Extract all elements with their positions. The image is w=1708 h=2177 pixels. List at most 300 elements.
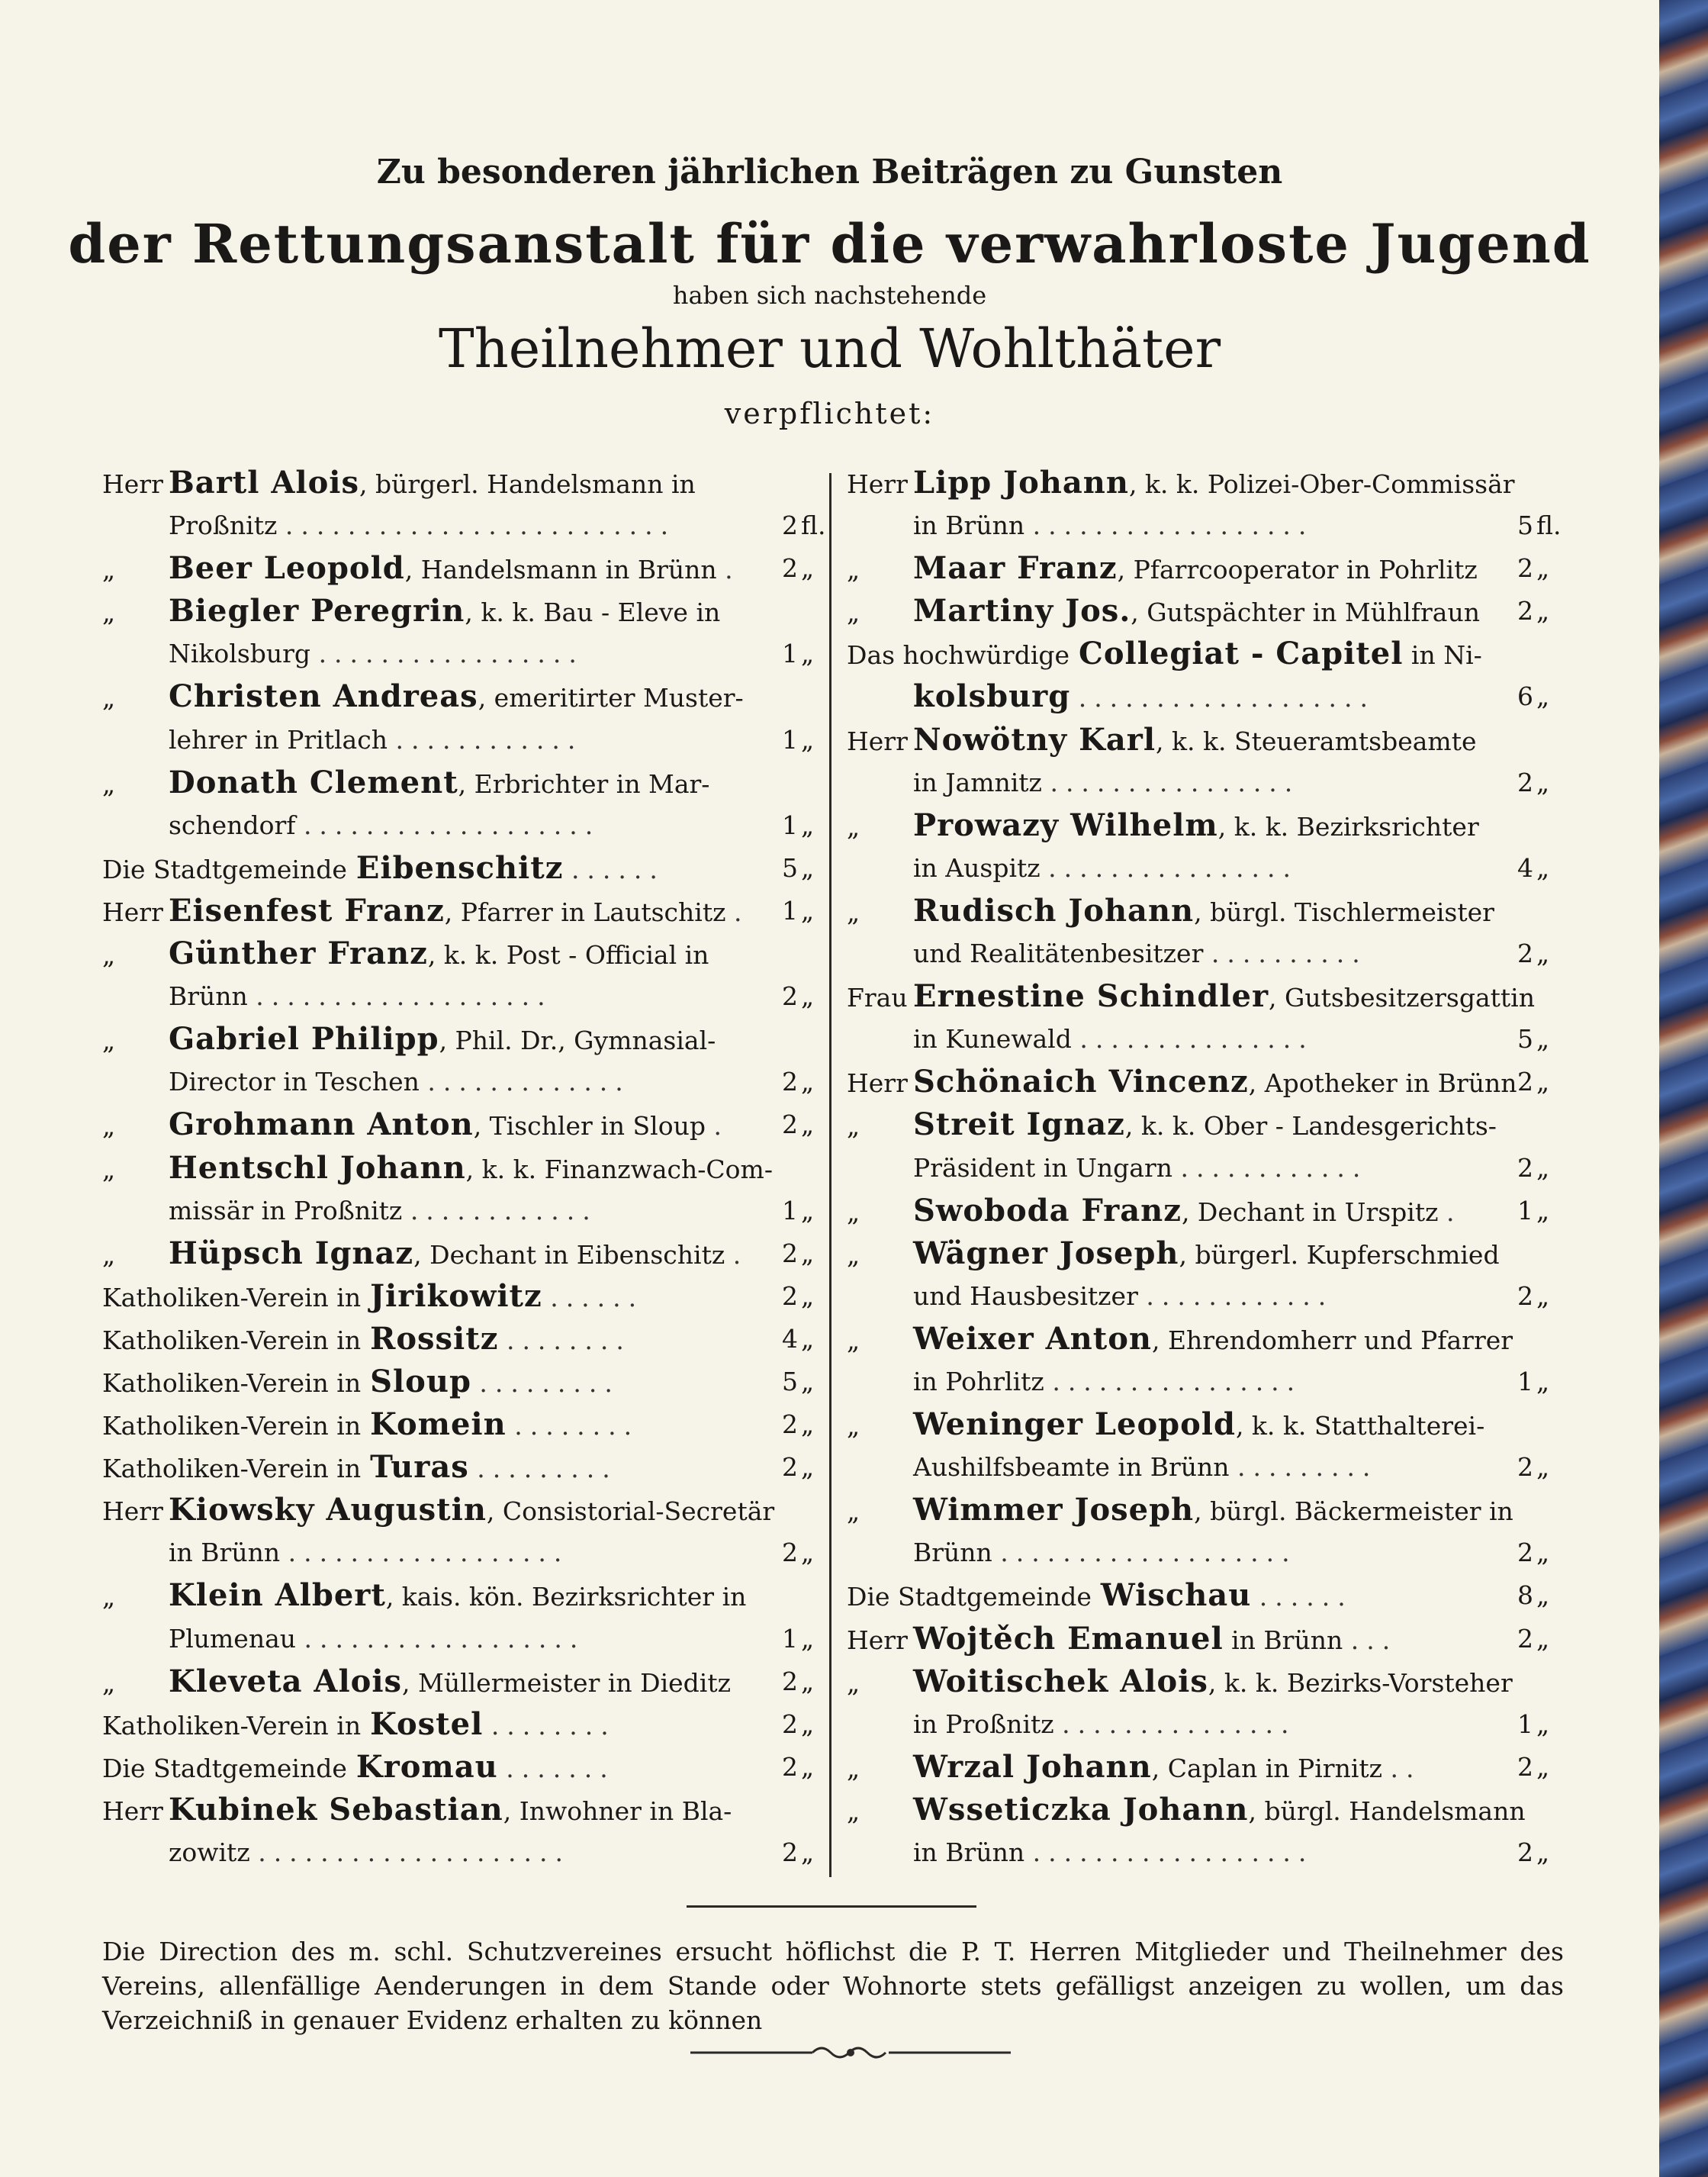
list-line bbox=[847, 1061, 1564, 1103]
donor-name: Wischau bbox=[1100, 1577, 1252, 1614]
amount-unit: „ bbox=[1536, 1366, 1550, 1396]
dot-leader: ................... bbox=[303, 810, 601, 840]
entry-prefix: „ bbox=[102, 1667, 116, 1698]
entry-prefix: „ bbox=[847, 1411, 860, 1441]
donor-description: , bürgerl. Handelsmann in bbox=[359, 469, 696, 499]
amount-value: 2 bbox=[1517, 1152, 1533, 1183]
donor-name: Wrzal Johann bbox=[913, 1748, 1152, 1785]
amount-unit: „ bbox=[801, 1280, 815, 1311]
donor-description: , k. k. Post - Official in bbox=[427, 940, 709, 971]
list-line bbox=[847, 1831, 1564, 1874]
entry-prefix: „ bbox=[847, 811, 860, 842]
list-line bbox=[102, 890, 828, 932]
donor-description: , k. k. Finanzwach-Com- bbox=[465, 1154, 773, 1184]
amount-value: 2 bbox=[782, 510, 798, 541]
list-line bbox=[847, 804, 1564, 847]
donor-name: Kromau bbox=[355, 1748, 498, 1785]
donor-description: , k. k. Bau - Eleve in bbox=[465, 597, 721, 628]
entry-prefix: Herr bbox=[847, 1625, 908, 1655]
donor-description: , k. k. Statthalterei- bbox=[1235, 1411, 1485, 1441]
donor-description: , Tischler in Sloup bbox=[473, 1111, 706, 1142]
list-line bbox=[847, 1446, 1564, 1489]
entry-prefix: „ bbox=[847, 1795, 860, 1826]
donor-description: , Dechant in Eibenschitz bbox=[413, 1239, 725, 1270]
list-line bbox=[102, 1275, 828, 1318]
donor-description: Brünn bbox=[913, 1538, 992, 1568]
donor-description: , k. k. Ober - Landesgerichts- bbox=[1124, 1111, 1497, 1142]
dot-leader: .................. bbox=[288, 1538, 570, 1568]
donor-description: in Auspitz bbox=[913, 852, 1041, 883]
dot-leader: . bbox=[734, 897, 750, 927]
donor-name: Rudisch Johann bbox=[913, 892, 1195, 929]
dot-leader: ............ bbox=[1180, 1152, 1369, 1183]
amount-unit: „ bbox=[801, 1366, 815, 1396]
amount-unit: „ bbox=[801, 1666, 815, 1696]
list-line bbox=[847, 1232, 1564, 1275]
entry-prefix: „ bbox=[102, 1111, 116, 1142]
entry-prefix: Katholiken-Verein in bbox=[102, 1325, 362, 1355]
donor-name: Weninger Leopold bbox=[913, 1406, 1236, 1443]
dot-leader: ................ bbox=[1048, 852, 1298, 883]
entry-prefix: „ bbox=[847, 1196, 860, 1227]
donor-name: Ernestine Schindler bbox=[913, 978, 1269, 1015]
list-line bbox=[102, 547, 828, 590]
amount-value: 2 bbox=[1517, 1452, 1533, 1483]
entry-prefix: „ bbox=[102, 768, 116, 799]
amount-unit: „ bbox=[1536, 1195, 1550, 1225]
amount-unit: „ bbox=[1536, 1837, 1550, 1867]
dot-leader: ................ bbox=[1050, 767, 1301, 797]
donor-description: , bürgerl. Kupferschmied bbox=[1179, 1239, 1500, 1270]
donor-name: kolsburg bbox=[913, 678, 1071, 715]
heading-subtitle: Theilnehmer und Wohlthäter bbox=[438, 317, 1221, 380]
entry-prefix: „ bbox=[847, 897, 860, 927]
donor-description: , emeritirter Muster- bbox=[478, 683, 744, 713]
donor-name: Christen Andreas bbox=[169, 678, 478, 715]
dot-leader: .................. bbox=[1032, 510, 1314, 541]
donor-description: Brünn bbox=[169, 981, 248, 1012]
donor-description: , Dechant in Urspitz bbox=[1181, 1196, 1439, 1227]
footer-notice: Die Direction des m. schl. Schutzvereines ersucht höflichst die P. T. Herren Mitglieder und Theilnehmer des Vereins, allenfällige Aenderungen in dem Stande oder Wohnorte stets gefälligst anzeigen zu wollen, um das Verzeichniß in genauer Evidenz erhalten zu können bbox=[102, 1937, 1564, 2035]
amount-unit: „ bbox=[1536, 1280, 1550, 1311]
list-line bbox=[102, 1746, 828, 1789]
marbled-page-edge bbox=[1659, 0, 1708, 2177]
entry-prefix: „ bbox=[102, 683, 116, 713]
donor-description: , Handelsmann in Brünn bbox=[404, 555, 717, 585]
amount-unit: „ bbox=[801, 1623, 815, 1654]
dot-leader: ...... bbox=[550, 1282, 645, 1312]
donor-description: , bürgl. Tischlermeister bbox=[1194, 897, 1494, 927]
list-line bbox=[102, 1660, 828, 1703]
donor-description: , k. k. Steueramtsbeamte bbox=[1156, 726, 1477, 756]
dot-leader: . bbox=[713, 1111, 729, 1142]
dot-leader: ............. bbox=[427, 1067, 631, 1097]
amount-value: 2 bbox=[782, 1452, 798, 1483]
entry-prefix: „ bbox=[847, 555, 860, 585]
entry-prefix: Katholiken-Verein in bbox=[102, 1710, 362, 1741]
amount-unit: fl. bbox=[801, 510, 826, 541]
list-line bbox=[847, 847, 1564, 890]
list-line bbox=[847, 1531, 1564, 1574]
amount-unit: „ bbox=[1536, 1152, 1550, 1183]
entry-prefix: „ bbox=[102, 1026, 116, 1056]
donor-name: Schönaich Vincenz bbox=[913, 1064, 1249, 1100]
list-line bbox=[102, 1789, 828, 1831]
dot-leader: ........ bbox=[506, 1325, 632, 1355]
donor-description: , Consistorial-Secretär bbox=[486, 1496, 775, 1527]
donor-name: Sloup bbox=[370, 1363, 471, 1399]
donor-name: Biegler Peregrin bbox=[169, 593, 465, 630]
amount-value: 2 bbox=[782, 1837, 798, 1867]
list-line bbox=[102, 1618, 828, 1660]
entry-prefix: „ bbox=[102, 1239, 116, 1270]
amount-value: 2 bbox=[1517, 1067, 1533, 1097]
donor-name: Hüpsch Ignaz bbox=[169, 1235, 414, 1271]
dot-leader: .................. bbox=[304, 1623, 586, 1654]
list-line bbox=[847, 1318, 1564, 1361]
list-line bbox=[847, 547, 1564, 590]
amount-unit: „ bbox=[801, 1837, 815, 1867]
donor-description: in Ni- bbox=[1403, 640, 1482, 671]
donor-name: Kubinek Sebastian bbox=[169, 1791, 503, 1828]
amount-unit: „ bbox=[801, 981, 815, 1012]
list-line bbox=[847, 590, 1564, 633]
list-line bbox=[102, 932, 828, 975]
list-line bbox=[102, 1574, 828, 1617]
amount-value: 2 bbox=[782, 1280, 798, 1311]
amount-value: 2 bbox=[782, 1538, 798, 1568]
donor-name: Günther Franz bbox=[169, 936, 428, 972]
amount-value: 2 bbox=[782, 1238, 798, 1268]
donor-name: Kostel bbox=[370, 1705, 484, 1742]
amount-unit: „ bbox=[801, 639, 815, 669]
donor-name: Grohmann Anton bbox=[169, 1106, 474, 1143]
dot-leader: ......... bbox=[1237, 1452, 1378, 1483]
donor-name: Swoboda Franz bbox=[913, 1192, 1182, 1229]
entry-prefix: Katholiken-Verein in bbox=[102, 1454, 362, 1484]
donor-description: , Ehrendomherr und Pfarrer bbox=[1151, 1325, 1513, 1355]
donor-description: , kais. kön. Bezirksrichter in bbox=[385, 1582, 747, 1612]
amount-value: 2 bbox=[1517, 1538, 1533, 1568]
donor-name: Lipp Johann bbox=[913, 465, 1129, 501]
amount-value: 1 bbox=[782, 639, 798, 669]
donor-description: in Brünn bbox=[913, 510, 1025, 541]
entry-prefix: „ bbox=[847, 1239, 860, 1270]
list-line bbox=[847, 1489, 1564, 1531]
amount-value: 2 bbox=[1517, 1837, 1533, 1867]
amount-value: 2 bbox=[1517, 553, 1533, 584]
amount-value: 1 bbox=[782, 895, 798, 926]
entry-prefix: Herr bbox=[847, 726, 908, 756]
dot-leader: ... bbox=[1350, 1625, 1398, 1655]
dot-leader: . bbox=[725, 555, 741, 585]
dot-leader: ............... bbox=[1062, 1708, 1297, 1739]
amount-value: 2 bbox=[782, 1666, 798, 1696]
amount-value: 2 bbox=[1517, 1280, 1533, 1311]
entry-prefix: Herr bbox=[102, 469, 163, 499]
amount-unit: „ bbox=[1536, 767, 1550, 797]
dot-leader: ....... bbox=[506, 1753, 616, 1783]
list-line bbox=[102, 504, 828, 547]
list-line bbox=[102, 1318, 828, 1361]
list-line bbox=[102, 975, 828, 1018]
donor-description: , k. k. Polizei-Ober-Commissär bbox=[1128, 469, 1515, 499]
entry-prefix: „ bbox=[847, 1325, 860, 1355]
dot-leader: .................. bbox=[1032, 1837, 1314, 1867]
donor-name: Hentschl Johann bbox=[169, 1149, 466, 1186]
amount-unit: „ bbox=[1536, 1708, 1550, 1739]
list-line bbox=[102, 1489, 828, 1531]
list-line bbox=[102, 590, 828, 633]
donor-description: , Pfarrer in Lautschitz bbox=[444, 897, 726, 927]
entry-prefix: Das hochwürdige bbox=[847, 640, 1070, 671]
donor-name: Kiowsky Augustin bbox=[169, 1492, 487, 1528]
list-line bbox=[102, 1103, 828, 1146]
amount-value: 1 bbox=[1517, 1366, 1533, 1396]
donor-name: Weixer Anton bbox=[913, 1320, 1152, 1357]
amount-unit: „ bbox=[1536, 1751, 1550, 1782]
list-line bbox=[102, 1018, 828, 1061]
list-line bbox=[102, 847, 828, 890]
amount-unit: „ bbox=[801, 1751, 815, 1782]
dot-leader: ........ bbox=[491, 1710, 616, 1741]
list-line bbox=[102, 804, 828, 847]
amount-value: 2 bbox=[782, 1751, 798, 1782]
entry-prefix: „ bbox=[847, 1496, 860, 1527]
amount-value: 1 bbox=[1517, 1195, 1533, 1225]
list-line bbox=[102, 675, 828, 718]
entry-prefix: „ bbox=[847, 1111, 860, 1142]
donor-name: Turas bbox=[370, 1449, 469, 1486]
donor-name: Jirikowitz bbox=[370, 1277, 542, 1314]
donor-description: in Kunewald bbox=[913, 1024, 1072, 1055]
list-line bbox=[847, 675, 1564, 718]
dot-leader: .......... bbox=[1211, 939, 1368, 969]
amount-unit: „ bbox=[801, 1067, 815, 1097]
list-line bbox=[847, 1660, 1564, 1703]
entry-prefix: Die Stadtgemeinde bbox=[102, 854, 347, 884]
entry-prefix: Katholiken-Verein in bbox=[102, 1367, 362, 1398]
list-line bbox=[847, 975, 1564, 1018]
list-line bbox=[847, 633, 1564, 675]
donor-description: in Brünn bbox=[913, 1837, 1025, 1867]
donor-name: Eisenfest Franz bbox=[169, 892, 445, 929]
amount-value: 4 bbox=[782, 1323, 798, 1354]
donor-name: Donath Clement bbox=[169, 764, 458, 800]
dot-leader: ...... bbox=[571, 854, 665, 884]
entry-prefix: Katholiken-Verein in bbox=[102, 1282, 362, 1312]
list-line bbox=[847, 1018, 1564, 1061]
list-line bbox=[102, 1061, 828, 1103]
donor-description: missär in Proßnitz bbox=[169, 1195, 403, 1225]
list-line bbox=[847, 932, 1564, 975]
donor-description: und Realitätenbesitzer bbox=[913, 939, 1204, 969]
donor-name: Wimmer Joseph bbox=[913, 1492, 1195, 1528]
list-line bbox=[102, 633, 828, 675]
amount-unit: „ bbox=[1536, 596, 1550, 626]
donor-list-right bbox=[847, 462, 1564, 1874]
list-line bbox=[847, 462, 1564, 504]
donor-name: Maar Franz bbox=[913, 550, 1118, 587]
list-line bbox=[102, 1446, 828, 1489]
entry-prefix: Frau bbox=[847, 983, 908, 1013]
amount-unit: „ bbox=[801, 1109, 815, 1140]
amount-unit: „ bbox=[1536, 1623, 1550, 1654]
ornament-flourish bbox=[690, 2041, 1011, 2064]
separator-rule bbox=[687, 1905, 976, 1908]
list-line bbox=[847, 1403, 1564, 1446]
amount-value: 8 bbox=[1517, 1580, 1533, 1611]
list-line bbox=[847, 1574, 1564, 1617]
donor-name: Woitischek Alois bbox=[913, 1663, 1208, 1699]
donor-description: in Jamnitz bbox=[913, 767, 1042, 797]
list-line bbox=[847, 504, 1564, 547]
amount-value: 5 bbox=[782, 852, 798, 883]
amount-unit: „ bbox=[1536, 1024, 1550, 1055]
list-line bbox=[102, 719, 828, 762]
donor-name: Prowazy Wilhelm bbox=[913, 807, 1218, 843]
donor-name: Klein Albert bbox=[169, 1577, 386, 1614]
amount-value: 2 bbox=[1517, 1751, 1533, 1782]
list-line bbox=[102, 1703, 828, 1746]
donor-description: , k. k. Bezirksrichter bbox=[1217, 811, 1479, 842]
amount-unit: „ bbox=[801, 1409, 815, 1440]
list-line bbox=[102, 1403, 828, 1446]
list-line bbox=[102, 1361, 828, 1403]
donor-description: in Pohrlitz bbox=[913, 1366, 1044, 1396]
dot-leader: ......................... bbox=[285, 510, 677, 541]
amount-unit: „ bbox=[1536, 1580, 1550, 1611]
list-line bbox=[847, 1275, 1564, 1318]
amount-value: 2 bbox=[1517, 767, 1533, 797]
amount-unit: „ bbox=[801, 553, 815, 584]
list-line bbox=[847, 1147, 1564, 1190]
amount-unit: „ bbox=[801, 1538, 815, 1568]
list-line bbox=[102, 1831, 828, 1874]
donor-description: , Erbrichter in Mar- bbox=[458, 768, 710, 799]
entry-prefix: Herr bbox=[102, 1795, 163, 1826]
donor-description: Präsident in Ungarn bbox=[913, 1152, 1172, 1183]
amount-value: 5 bbox=[1517, 510, 1533, 541]
list-line bbox=[847, 1103, 1564, 1146]
donor-description: in Brünn bbox=[1223, 1625, 1343, 1655]
donor-description: , Gutsbesitzersgattin bbox=[1269, 983, 1535, 1013]
donor-name: Eibenschitz bbox=[355, 849, 564, 886]
amount-value: 6 bbox=[1517, 681, 1533, 712]
donor-description: Director in Teschen bbox=[169, 1067, 420, 1097]
dot-leader: ......... bbox=[479, 1367, 620, 1398]
list-line bbox=[847, 1746, 1564, 1789]
amount-value: 2 bbox=[782, 1109, 798, 1140]
donor-description: , Phil. Dr., Gymnasial- bbox=[439, 1026, 716, 1056]
amount-unit: „ bbox=[801, 1238, 815, 1268]
donor-description: , Pfarrcooperator in Pohrlitz bbox=[1117, 555, 1478, 585]
donor-description: in Proßnitz bbox=[913, 1708, 1054, 1739]
amount-unit: „ bbox=[801, 895, 815, 926]
heading-title: der Rettungsanstalt für die verwahrloste Jugend bbox=[68, 212, 1591, 275]
list-line bbox=[102, 1190, 828, 1232]
donor-description: und Hausbesitzer bbox=[913, 1280, 1138, 1311]
list-line bbox=[847, 890, 1564, 932]
list-line bbox=[102, 762, 828, 804]
donor-name: Gabriel Philipp bbox=[169, 1021, 439, 1058]
donor-name: Wojtěch Emanuel bbox=[913, 1620, 1224, 1657]
amount-value: 2 bbox=[1517, 1623, 1533, 1654]
list-line bbox=[847, 1190, 1564, 1232]
donor-name: Streit Ignaz bbox=[913, 1106, 1125, 1143]
list-line bbox=[847, 1789, 1564, 1831]
donor-name: Wägner Joseph bbox=[913, 1235, 1179, 1271]
entry-prefix: Herr bbox=[102, 897, 163, 927]
amount-unit: „ bbox=[801, 1708, 815, 1739]
amount-value: 2 bbox=[782, 981, 798, 1012]
heading-line-1: Zu besonderen jährlichen Beiträgen zu Gunsten bbox=[376, 153, 1283, 192]
amount-value: 1 bbox=[782, 1623, 798, 1654]
donor-name: Nowötny Karl bbox=[913, 721, 1156, 758]
amount-value: 2 bbox=[1517, 596, 1533, 626]
donor-description: , Gutspächter in Mühlfraun bbox=[1131, 597, 1480, 628]
list-line bbox=[102, 1232, 828, 1275]
donor-name: Bartl Alois bbox=[169, 465, 360, 501]
amount-unit: fl. bbox=[1536, 510, 1562, 541]
donor-description: schendorf bbox=[169, 810, 296, 840]
list-line bbox=[102, 462, 828, 504]
amount-value: 1 bbox=[782, 1195, 798, 1225]
amount-unit: „ bbox=[1536, 1067, 1550, 1097]
dot-leader: . bbox=[1446, 1196, 1462, 1227]
dot-leader: ............ bbox=[395, 724, 584, 755]
amount-unit: „ bbox=[1536, 1452, 1550, 1483]
entry-prefix: „ bbox=[102, 555, 116, 585]
entry-prefix: „ bbox=[102, 940, 116, 971]
entry-prefix: „ bbox=[102, 1154, 116, 1184]
amount-unit: „ bbox=[801, 1323, 815, 1354]
donor-name: Rossitz bbox=[370, 1320, 499, 1357]
amount-value: 5 bbox=[1517, 1024, 1533, 1055]
amount-value: 2 bbox=[782, 1708, 798, 1739]
donor-description: , Caplan in Pirnitz bbox=[1151, 1753, 1383, 1783]
amount-value: 2 bbox=[782, 1067, 798, 1097]
donor-description: , bürgl. Bäckermeister in bbox=[1194, 1496, 1513, 1527]
dot-leader: . bbox=[732, 1239, 749, 1270]
entry-prefix: „ bbox=[847, 597, 860, 628]
dot-leader: ................ bbox=[1052, 1366, 1303, 1396]
amount-unit: „ bbox=[801, 1195, 815, 1225]
amount-unit: „ bbox=[1536, 1538, 1550, 1568]
dot-leader: ................... bbox=[1078, 683, 1376, 713]
list-line bbox=[847, 1703, 1564, 1746]
donor-name: Kleveta Alois bbox=[169, 1663, 403, 1699]
entry-prefix: „ bbox=[102, 597, 116, 628]
amount-unit: „ bbox=[801, 1452, 815, 1483]
dot-leader: ................. bbox=[318, 639, 584, 669]
heading-line-5: verpflichtet: bbox=[724, 397, 935, 430]
list-line bbox=[102, 1531, 828, 1574]
amount-unit: „ bbox=[1536, 939, 1550, 969]
donor-description: zowitz bbox=[169, 1837, 250, 1867]
donor-name: Collegiat - Capitel bbox=[1079, 636, 1404, 672]
dot-leader: ................... bbox=[256, 981, 553, 1012]
donor-description: Proßnitz bbox=[169, 510, 278, 541]
amount-value: 2 bbox=[782, 553, 798, 584]
amount-unit: „ bbox=[1536, 553, 1550, 584]
entry-prefix: Katholiken-Verein in bbox=[102, 1411, 362, 1441]
entry-prefix: „ bbox=[847, 1667, 860, 1698]
donor-description: Nikolsburg bbox=[169, 639, 311, 669]
entry-prefix: Herr bbox=[847, 1068, 908, 1099]
donor-name: Martiny Jos. bbox=[913, 593, 1131, 630]
amount-value: 1 bbox=[782, 724, 798, 755]
